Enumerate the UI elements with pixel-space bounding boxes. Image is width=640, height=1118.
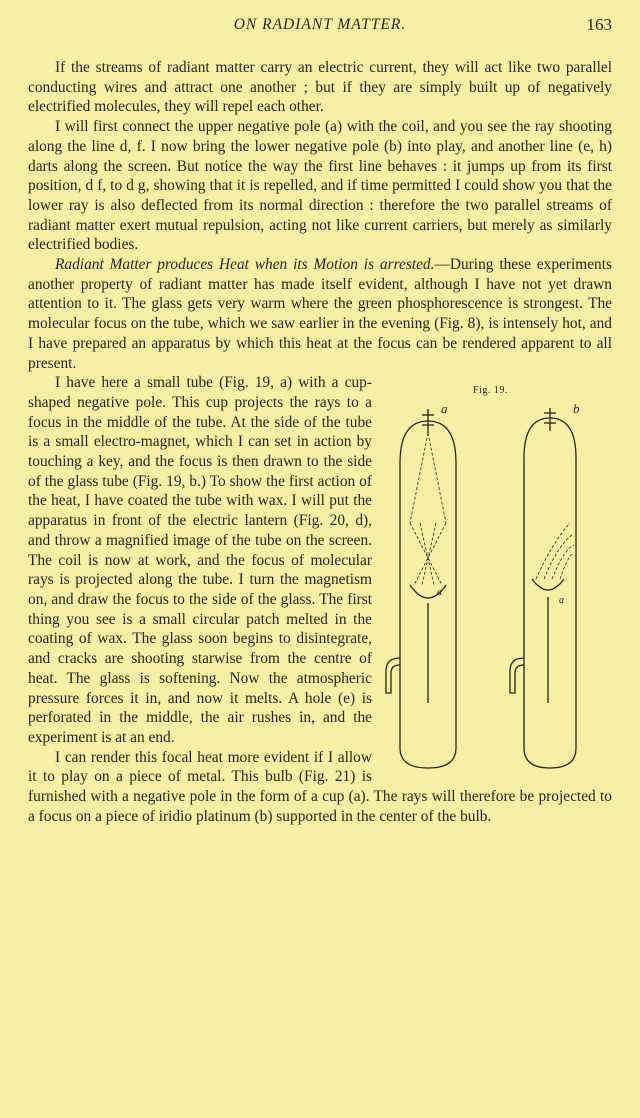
figure-caption: Fig. 19. <box>473 385 508 397</box>
paragraph-3 <box>28 255 612 373</box>
figure-19-drawing <box>380 373 612 781</box>
body-text <box>28 58 612 826</box>
paragraph-3-text: —During these experiments another property of radiant matter has made itself evident, although I have not yet drawn attention to it. The glass gets very warm where the green phosphorescence is strongest. The molecular focus on the tube, which we saw earlier in the evening (Fig. 8), is intensely hot, and I have prepared an apparatus by which this heat at the focus can be rendered apparent to all present. <box>28 256 613 372</box>
figure-label-a: a <box>441 401 448 417</box>
section-heading: Radiant Matter produces Heat when its Motion is arrested. <box>55 256 435 274</box>
figure-label-cup-b: a <box>559 595 564 607</box>
figure-label-b: b <box>573 401 580 417</box>
paragraph-5: I can render this focal heat more evident if I allow it to play on a piece of metal. This bulb (Fig. 21) is furnished with a negative pole in the form of a cup (a). The rays will therefore be projected to a focus on a piece of iridio platinum (b) supported in the center of the bulb. <box>28 748 612 825</box>
paragraph-4 <box>28 373 612 747</box>
paragraph-4-text: I have here a small tube (Fig. 19, a) with a cup-shaped negative pole. This cup projects the rays to a focus in the middle of the tube. At the side of the tube is a small electro-magnet, which I can set in action by touching a key, and the focus is then drawn to the side of the glass tube (Fig. 19, b.) To show the first action of the heat, I have coated the tube with wax. I will put the apparatus in front of the electric lantern (Fig. 20, d), and throw a magnified image of the tube on the screen. The coil is now at work, and the focus of molecular rays is projected along the tube. I turn the magnetism on, and draw the focus to the side of the glass. The first thing you see is a small circular patch melted in the coating of wax. The glass soon begins to disintegrate, and cracks are shooting starwise from the centre of heat. The glass is softening. Now the atmospheric pressure forces it in, and now it melts. A hole (e) is perforated in the middle, the air rushes in, and the experiment is at an end. <box>28 374 372 746</box>
figure-19 <box>380 373 612 781</box>
page-header <box>0 14 640 38</box>
running-title: ON RADIANT MATTER. <box>233 16 407 33</box>
figure-label-cup-a: a <box>437 587 442 599</box>
paragraph-2: I will first connect the upper negative pole (a) with the coil, and you see the ray shooting along the line d, f. I now bring the lower negative pole (b) into play, and another line (e, h) darts along the screen. But notice the way the first line behaves : it jumps up from its first position, d f, to d g, showing that it is repelled, and if time permitted I could show you that the lower ray is also deflected from its normal direction : therefore the two parallel streams of radiant matter exert mutual repulsion, acting not like current carriers, but merely as similarly electrified bodies. <box>28 118 612 254</box>
page-number: 163 <box>586 15 612 34</box>
paragraph-1: If the streams of radiant matter carry an electric current, they will act like two parallel conducting wires and attract one another ; but if they are simply built up of negatively electrified molecules, they will repel each other. <box>28 59 612 116</box>
